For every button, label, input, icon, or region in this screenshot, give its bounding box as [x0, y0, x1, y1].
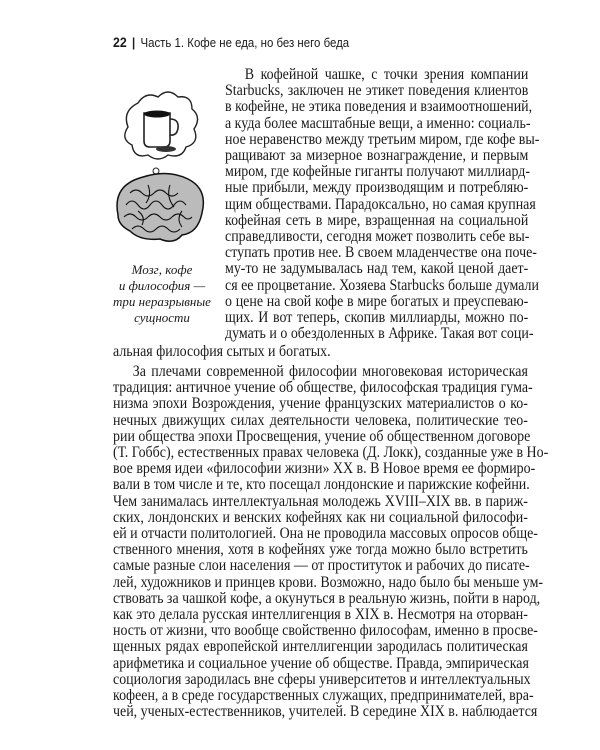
text-line: альная философия сытых и богатых. [113, 343, 331, 360]
text-line: вое время идеи «философии жизни» XX в. В Новое время ее формиро- [113, 460, 536, 478]
text-line: нечных движущих силах деятельности человека, политические тео- [113, 411, 528, 429]
text-line: самые разные слои населения — от проституток и рабочих до писате- [113, 557, 530, 575]
brain-thinking-of-coffee-icon [108, 85, 213, 255]
text-line: чей, ученых-естественников, учителей. В середине XIX в. наблюдается [113, 703, 538, 721]
text-line: (Т. Гоббс), естественных правах человека (Д. Локк), созданные уже в Но- [113, 444, 549, 462]
text-line: ность от жизни, что вообще свойственно философам, именно в просве- [113, 622, 538, 640]
text-line: ные прибыли, между производящим и потребляю- [225, 179, 529, 197]
text-line: ей и отчасти политологией. Она не проводила массовых опросов обще- [113, 525, 538, 543]
text-line: рии общества эпохи Просвещения, учение об общественном договоре [113, 427, 531, 445]
text-line: как это делала русская интеллигенция в XIX в. Несмотря на оторван- [113, 606, 528, 624]
text-line: думать и о обездоленных в Африке. Такая вот соци- [225, 325, 534, 343]
illustration-caption [108, 262, 216, 326]
text-line: в кофейне, не этика поведения и взаимоотношений, [225, 98, 533, 116]
text-line: Чем занималась интеллектуальная молодежь XVIII–XIX вв. в париж- [113, 492, 528, 510]
text-line: щенных рядах европейской интеллигенции зародилась политическая [113, 638, 528, 656]
text-line: щим обществами. Парадоксально, но самая крупная [225, 195, 536, 213]
text-line: миром, где кофейные гиганты получают миллиард- [225, 163, 531, 181]
running-title: Часть 1. Кофе не еда, но без него беда [140, 35, 350, 50]
brain-coffee-illustration [108, 85, 213, 260]
text-line: ращивают за мизерное вознаграждение, и первым [225, 147, 529, 165]
caption-line: три неразрывные [113, 294, 211, 309]
text-line: ное неравенство между третьим миром, где кофе вы- [225, 130, 540, 148]
caption-line: Мозг, кофе [131, 262, 193, 277]
caption-line: сущности [134, 310, 190, 325]
page-number: 22 [113, 34, 127, 50]
text-line: социология зародилась вне сферы университетов и интеллектуальных [113, 670, 531, 688]
text-line: ся ее процветание. Хозяева Starbucks больше думали [225, 276, 539, 294]
paragraph-2 [113, 363, 549, 721]
text-line: вали в том числе и те, кто посещал лондонские и парижские кофейни. [113, 476, 530, 494]
text-line: ступать против нее. В своем младенчестве она поче- [225, 244, 537, 262]
text-line: ствовать за чашкой кофе, а окунуться в реальную жизнь, пойти в народ, [113, 589, 541, 607]
caption-line: и философия — [118, 278, 206, 293]
text-line: му-то не задумывалась над тем, какой ценой дает- [225, 260, 529, 278]
paragraph-1-end [113, 344, 528, 360]
text-line: кофеен, а в среде государственных служащих, предпринимателей, вра- [113, 687, 534, 705]
text-line: щих. И вот теперь, скопив миллиарды, можно по- [225, 309, 529, 327]
text-line: Starbucks, заключен не этикет поведения клиентов [225, 82, 529, 100]
text-line: кофейная сеть в мире, взращенная на социальной [225, 211, 529, 229]
header-separator: | [131, 35, 136, 50]
text-line: о цене на свой кофе в мире богатых и преуспеваю- [225, 292, 529, 310]
text-line: За плечами современной философии многовековая историческая [132, 363, 528, 380]
text-line: низма эпохи Возрождения, учение французских материалистов о ко- [113, 395, 528, 413]
text-line: арифметика и социальное учение об обществе. Правда, эмпирическая [113, 654, 529, 672]
text-line: справедливости, сегодня может позволить себе вы- [225, 228, 530, 246]
text-line: а куда более масштабные вещи, а именно: социаль- [225, 114, 531, 132]
paragraph-1 [225, 66, 540, 343]
text-line: ственного мнения, хотя в кофейнях уже тогда можно было встретить [113, 541, 528, 559]
text-line: В кофейной чашке, с точки зрения компании [244, 66, 529, 83]
text-line: лей, художников и принцев крови. Возможно, надо было бы меньше ум- [113, 573, 544, 591]
running-header [113, 34, 349, 50]
text-line: традиция: античное учение об обществе, философская традиция гума- [113, 379, 533, 397]
text-line: ских, лондонских и венских кофейнях как ни социальной философи- [113, 508, 528, 526]
